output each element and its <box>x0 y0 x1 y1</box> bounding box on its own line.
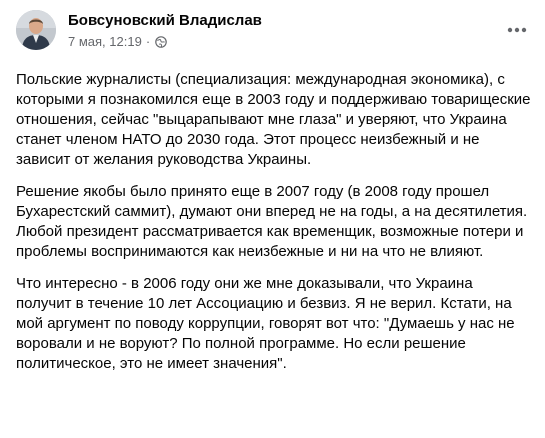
post-text <box>16 70 531 386</box>
post-paragraph-3: Что интересно - в 2006 году они же мне доказывали, что Украина получит в течение 10 лет Ассоциацию и безвиз. Я не верил. Кстати, на мой аргумент по поводу коррупции, говорят вот что: "Думаешь у нас не воровали и не воруют? По полной программе. Но если решение политическое, это не имеет значения". <box>16 275 515 372</box>
post-paragraph-1: Польские журналисты (специализация: международная экономика), с которыми я познакомился еще в 2003 году и поддерживаю товарищеские отношения, сейчас "выцарапывают мне глаза" и уверяют, что Украина станет членом НАТО до 2030 года. Этот процесс неизбежный и не зависит от желания руководства Украины. <box>16 71 531 168</box>
avatar[interactable] <box>16 10 56 50</box>
more-horizontal-icon <box>507 27 527 33</box>
avatar-image <box>16 10 56 50</box>
post-paragraph-2: Решение якобы было принято еще в 2007 году (в 2008 году прошел Бухарестский саммит), думают они вперед не на годы, а на десятилетия. Любой президент рассматривается как временщик, возможные потери и проблемы воспринимаются как неизбежные и ни на что не влияют. <box>16 183 528 260</box>
post-header <box>16 10 535 56</box>
author-name[interactable]: Бовсуновский Владислав <box>68 12 262 29</box>
post-options-button[interactable] <box>501 14 533 46</box>
post-timestamp[interactable]: 7 мая, 12:19 <box>68 34 142 49</box>
post-meta <box>68 34 167 49</box>
meta-separator: · <box>145 34 151 49</box>
globe-icon[interactable] <box>155 36 167 48</box>
